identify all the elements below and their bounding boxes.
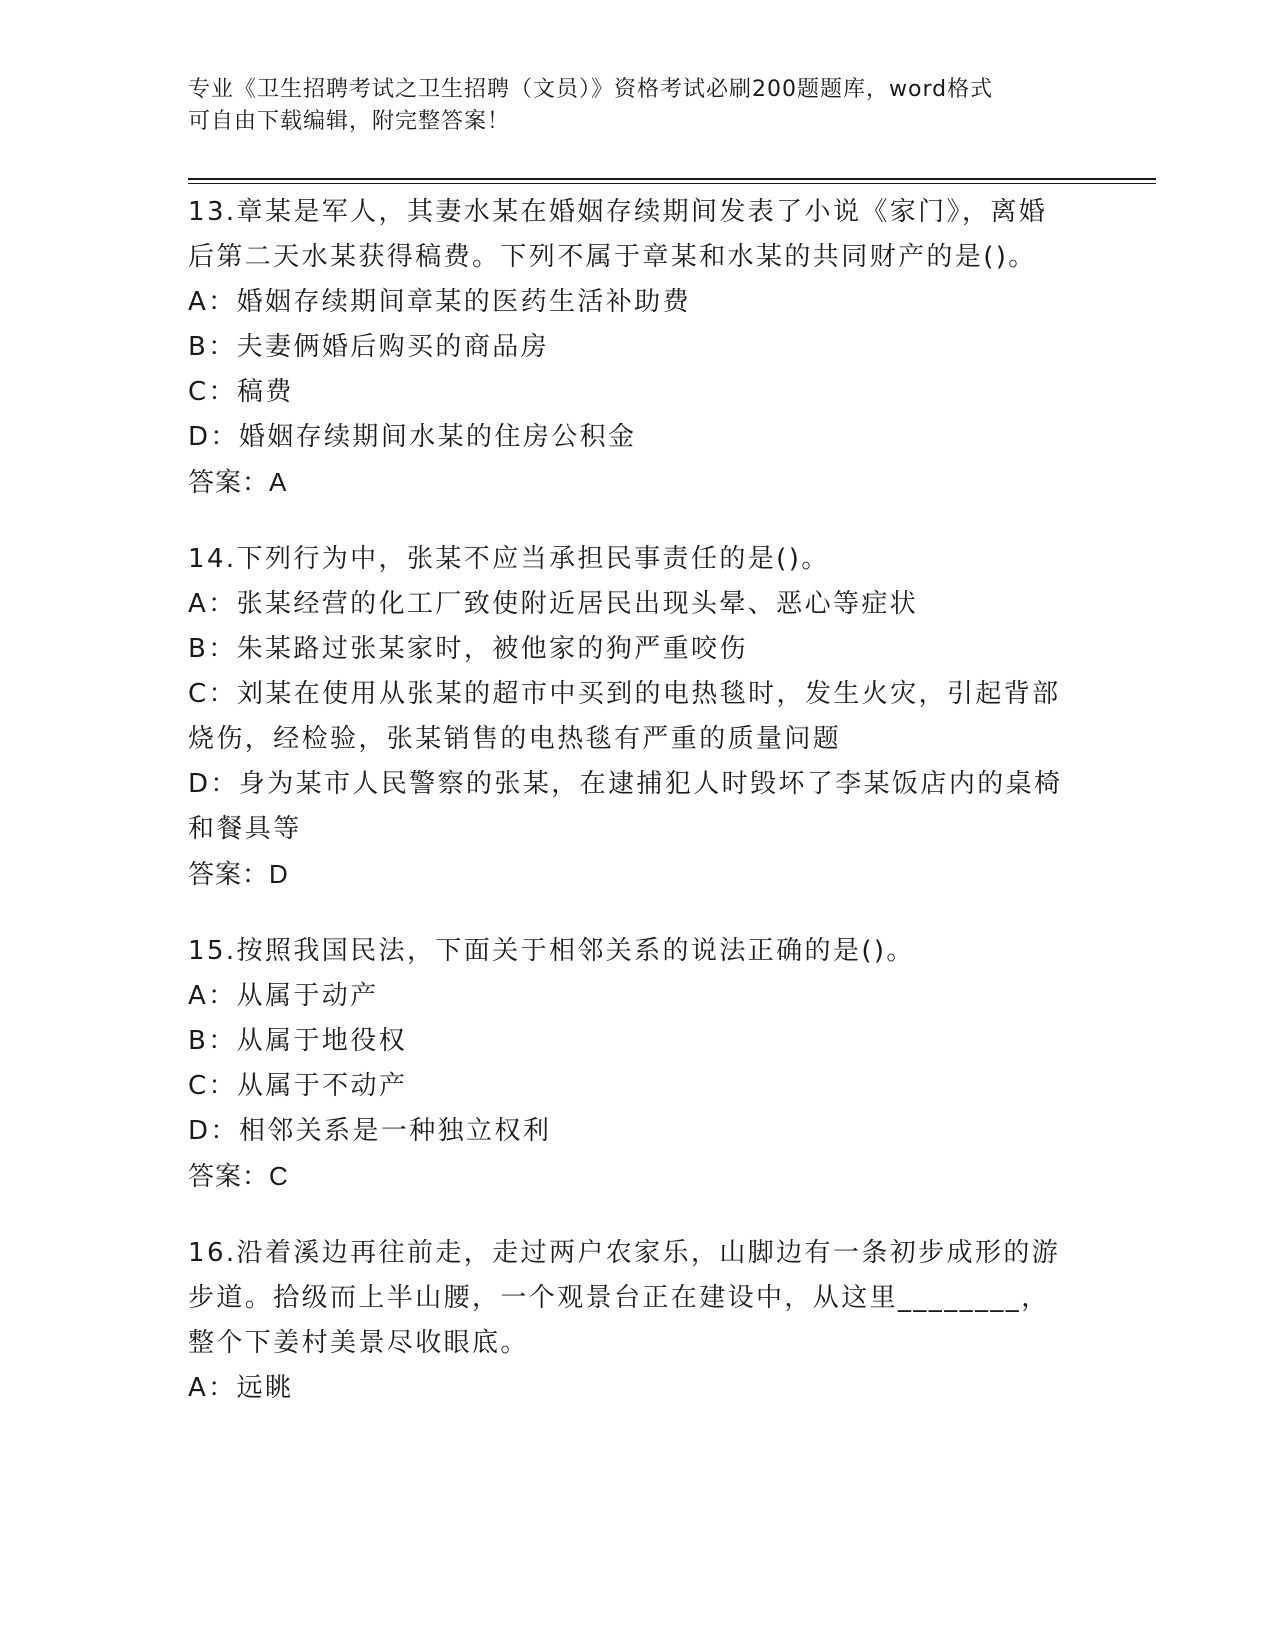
question-16 bbox=[188, 1231, 1088, 1411]
option-c-continued: 烧伤，经检验，张某销售的电热毯有严重的质量问题 bbox=[188, 724, 842, 754]
option-a: A：远眺 bbox=[188, 1373, 294, 1403]
question-stem-line: 14.下列行为中，张某不应当承担民事责任的是()。 bbox=[188, 544, 830, 574]
option-b: B：从属于地役权 bbox=[188, 1026, 408, 1056]
option-c: C：稿费 bbox=[188, 377, 294, 407]
question-stem-line: 16.沿着溪边再往前走，走过两户农家乐，山脚边有一条初步成形的游 bbox=[188, 1238, 1061, 1268]
question-14 bbox=[188, 537, 1088, 897]
answer-line: 答案：D bbox=[188, 859, 289, 889]
option-b: B：夫妻俩婚后购买的商品房 bbox=[188, 332, 550, 362]
answer-line: 答案：A bbox=[188, 467, 288, 497]
option-d-continued: 和餐具等 bbox=[188, 814, 302, 844]
header-rule-thin bbox=[188, 183, 1156, 184]
question-list bbox=[188, 190, 1088, 1443]
option-d: D：相邻关系是一种独立权利 bbox=[188, 1116, 552, 1146]
option-d: D：身为某市人民警察的张某，在逮捕犯人时毁坏了李某饭店内的桌椅 bbox=[188, 769, 1063, 799]
question-stem-line: 整个下姜村美景尽收眼底。 bbox=[188, 1328, 529, 1358]
question-stem-line: 步道。拾级而上半山腰，一个观景台正在建设中，从这里________， bbox=[188, 1283, 1050, 1313]
question-15 bbox=[188, 929, 1088, 1199]
question-stem-line: 13.章某是军人，其妻水某在婚姻存续期间发表了小说《家门》，离婚 bbox=[188, 197, 1048, 227]
option-d: D：婚姻存续期间水某的住房公积金 bbox=[188, 422, 637, 452]
header-rule-thick bbox=[188, 178, 1156, 180]
option-a: A：张某经营的化工厂致使附近居民出现头晕、恶心等症状 bbox=[188, 589, 919, 619]
question-stem-line: 15.按照我国民法，下面关于相邻关系的说法正确的是()。 bbox=[188, 936, 915, 966]
option-a: A：婚姻存续期间章某的医药生活补助费 bbox=[188, 287, 691, 317]
answer-line: 答案：C bbox=[188, 1161, 289, 1191]
question-stem-line: 后第二天水某获得稿费。下列不属于章某和水某的共同财产的是()。 bbox=[188, 242, 1037, 272]
option-b: B：朱某路过张某家时，被他家的狗严重咬伤 bbox=[188, 634, 748, 664]
option-c: C：从属于不动产 bbox=[188, 1071, 408, 1101]
option-c: C：刘某在使用从张某的超市中买到的电热毯时，发生火灾，引起背部 bbox=[188, 679, 1061, 709]
option-a: A：从属于动产 bbox=[188, 981, 379, 1011]
page-header bbox=[188, 74, 1088, 138]
header-line-2: 可自由下载编辑，附完整答案！ bbox=[188, 109, 511, 134]
question-13 bbox=[188, 190, 1088, 505]
header-line-1: 专业《卫生招聘考试之卫生招聘（文员）》资格考试必刷200题题库，word格式 bbox=[188, 77, 994, 102]
